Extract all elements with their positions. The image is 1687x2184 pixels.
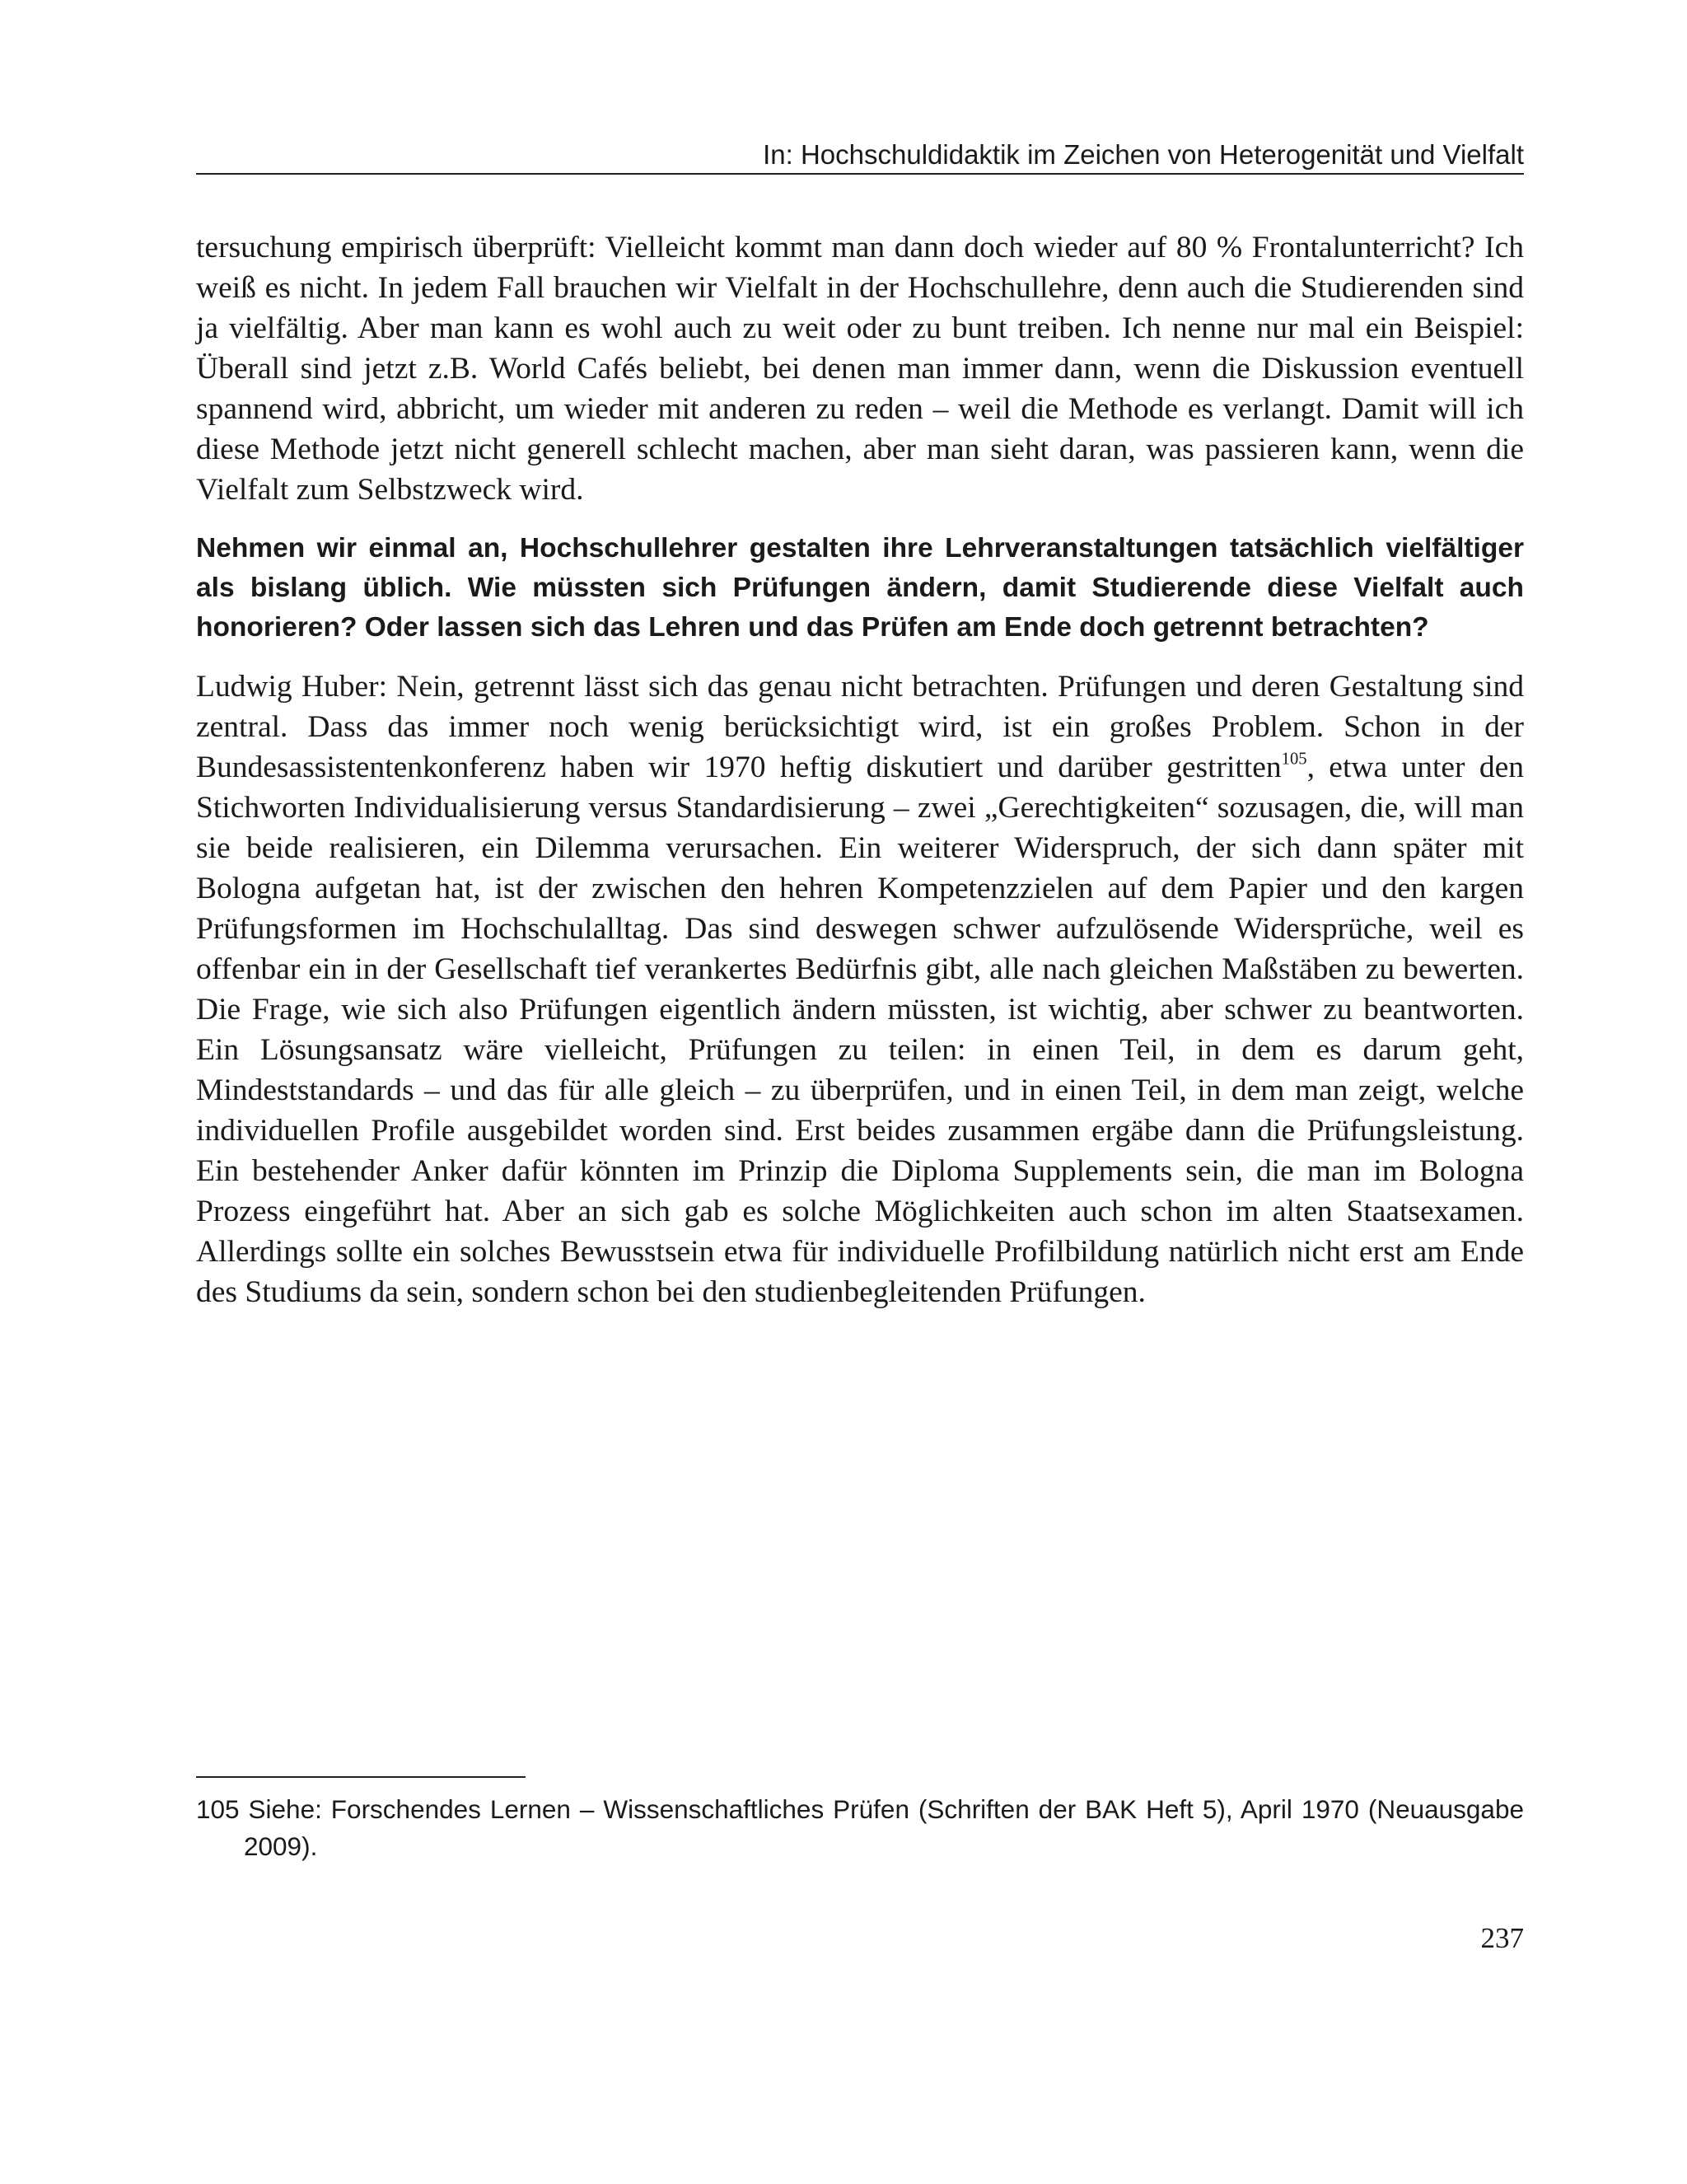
footnote-text: Siehe: Forschendes Lernen – Wissenschaftliches Prüfen (Schriften der BAK Heft 5), April 1970 (Neuausgabe 2009). xyxy=(244,1794,1524,1861)
answer-text-part-2: , etwa unter den Stichworten Individualisierung versus Standardisierung – zwei „Gerechtigkeiten“ sozusagen, die, will man sie beide realisieren, ein Dilemma verursachen. Ein weiterer Widerspruch, der sich dann später mit Bologna aufgetan hat, ist der zwischen den hehren Kompetenzzielen auf dem Papier und den kargen Prüfungsformen im Hochschulalltag. Das sind deswegen schwer aufzulösende Widersprüche, weil es offenbar ein in der Gesellschaft tief verankertes Bedürfnis gibt, alle nach gleichen Maßstäben zu bewerten. Die Frage, wie sich also Prüfungen eigentlich ändern müssten, ist wichtig, aber schwer zu beantworten. Ein Lösungsansatz wäre vielleicht, Prüfungen zu teilen: in einen Teil, in dem es darum geht, Mindeststandards – und das für alle gleich – zu überprüfen, und in einen Teil, in dem man zeigt, welche individuellen Profile ausgebildet worden sind. Erst beides zusammen ergäbe dann die Prüfungsleistung. Ein bestehender Anker dafür könnten im Prinzip die Diploma Supplements sein, die man im Bologna Prozess eingeführt hat. Aber an sich gab es solche Möglichkeiten auch schon im alten Staatsexamen. Allerdings sollte ein solches Bewusstsein etwa für individuelle Profilbildung natürlich nicht erst am Ende des Studiums da sein, sondern schon bei den studienbegleitenden Prüfungen. xyxy=(196,751,1524,1309)
footnote-divider xyxy=(196,1776,526,1778)
main-text xyxy=(196,227,1524,1312)
answer-text-part-1: Ludwig Huber: Nein, getrennt lässt sich das genau nicht betrachten. Prüfungen und deren Gestaltung sind zentral. Dass das immer noch wenig berücksichtigt wird, ist ein großes Problem. Schon in der Bundesassistentenkonferenz haben wir 1970 heftig diskutiert und darüber gestritten xyxy=(196,670,1524,784)
header-divider xyxy=(196,173,1524,175)
paragraph-continued: tersuchung empirisch überprüft: Vielleicht kommt man dann doch wieder auf 80 % Frontalunterricht? Ich weiß es nicht. In jedem Fall brauchen wir Vielfalt in der Hochschullehre, denn auch die Studierenden sind ja vielfältig. Aber man kann es wohl auch zu weit oder zu bunt treiben. Ich nenne nur mal ein Beispiel: Überall sind jetzt z.B. World Cafés beliebt, bei denen man immer dann, wenn die Diskussion eventuell spannend wird, abbricht, um wieder mit anderen zu reden – weil die Methode es verlangt. Damit will ich diese Methode jetzt nicht generell schlecht machen, aber man sieht daran, was passieren kann, wenn die Vielfalt zum Selbstzweck wird. xyxy=(196,231,1524,507)
footnote-number: 105 xyxy=(196,1794,240,1824)
running-header: In: Hochschuldidaktik im Zeichen von Heterogenität und Vielfalt xyxy=(763,139,1524,170)
footnote xyxy=(196,1791,1524,1865)
footnote-reference: 105 xyxy=(1281,750,1307,769)
interview-question: Nehmen wir einmal an, Hochschullehrer gestalten ihre Lehrveranstaltungen tatsächlich vielfältiger als bislang üblich. Wie müssten sich Prüfungen ändern, damit Studierende diese Vielfalt auch honorieren? Oder lassen sich das Lehren und das Prüfen am Ende doch getrennt betrachten? xyxy=(196,533,1524,643)
interview-answer xyxy=(196,666,1524,1312)
page-number: 237 xyxy=(1480,1922,1524,1954)
